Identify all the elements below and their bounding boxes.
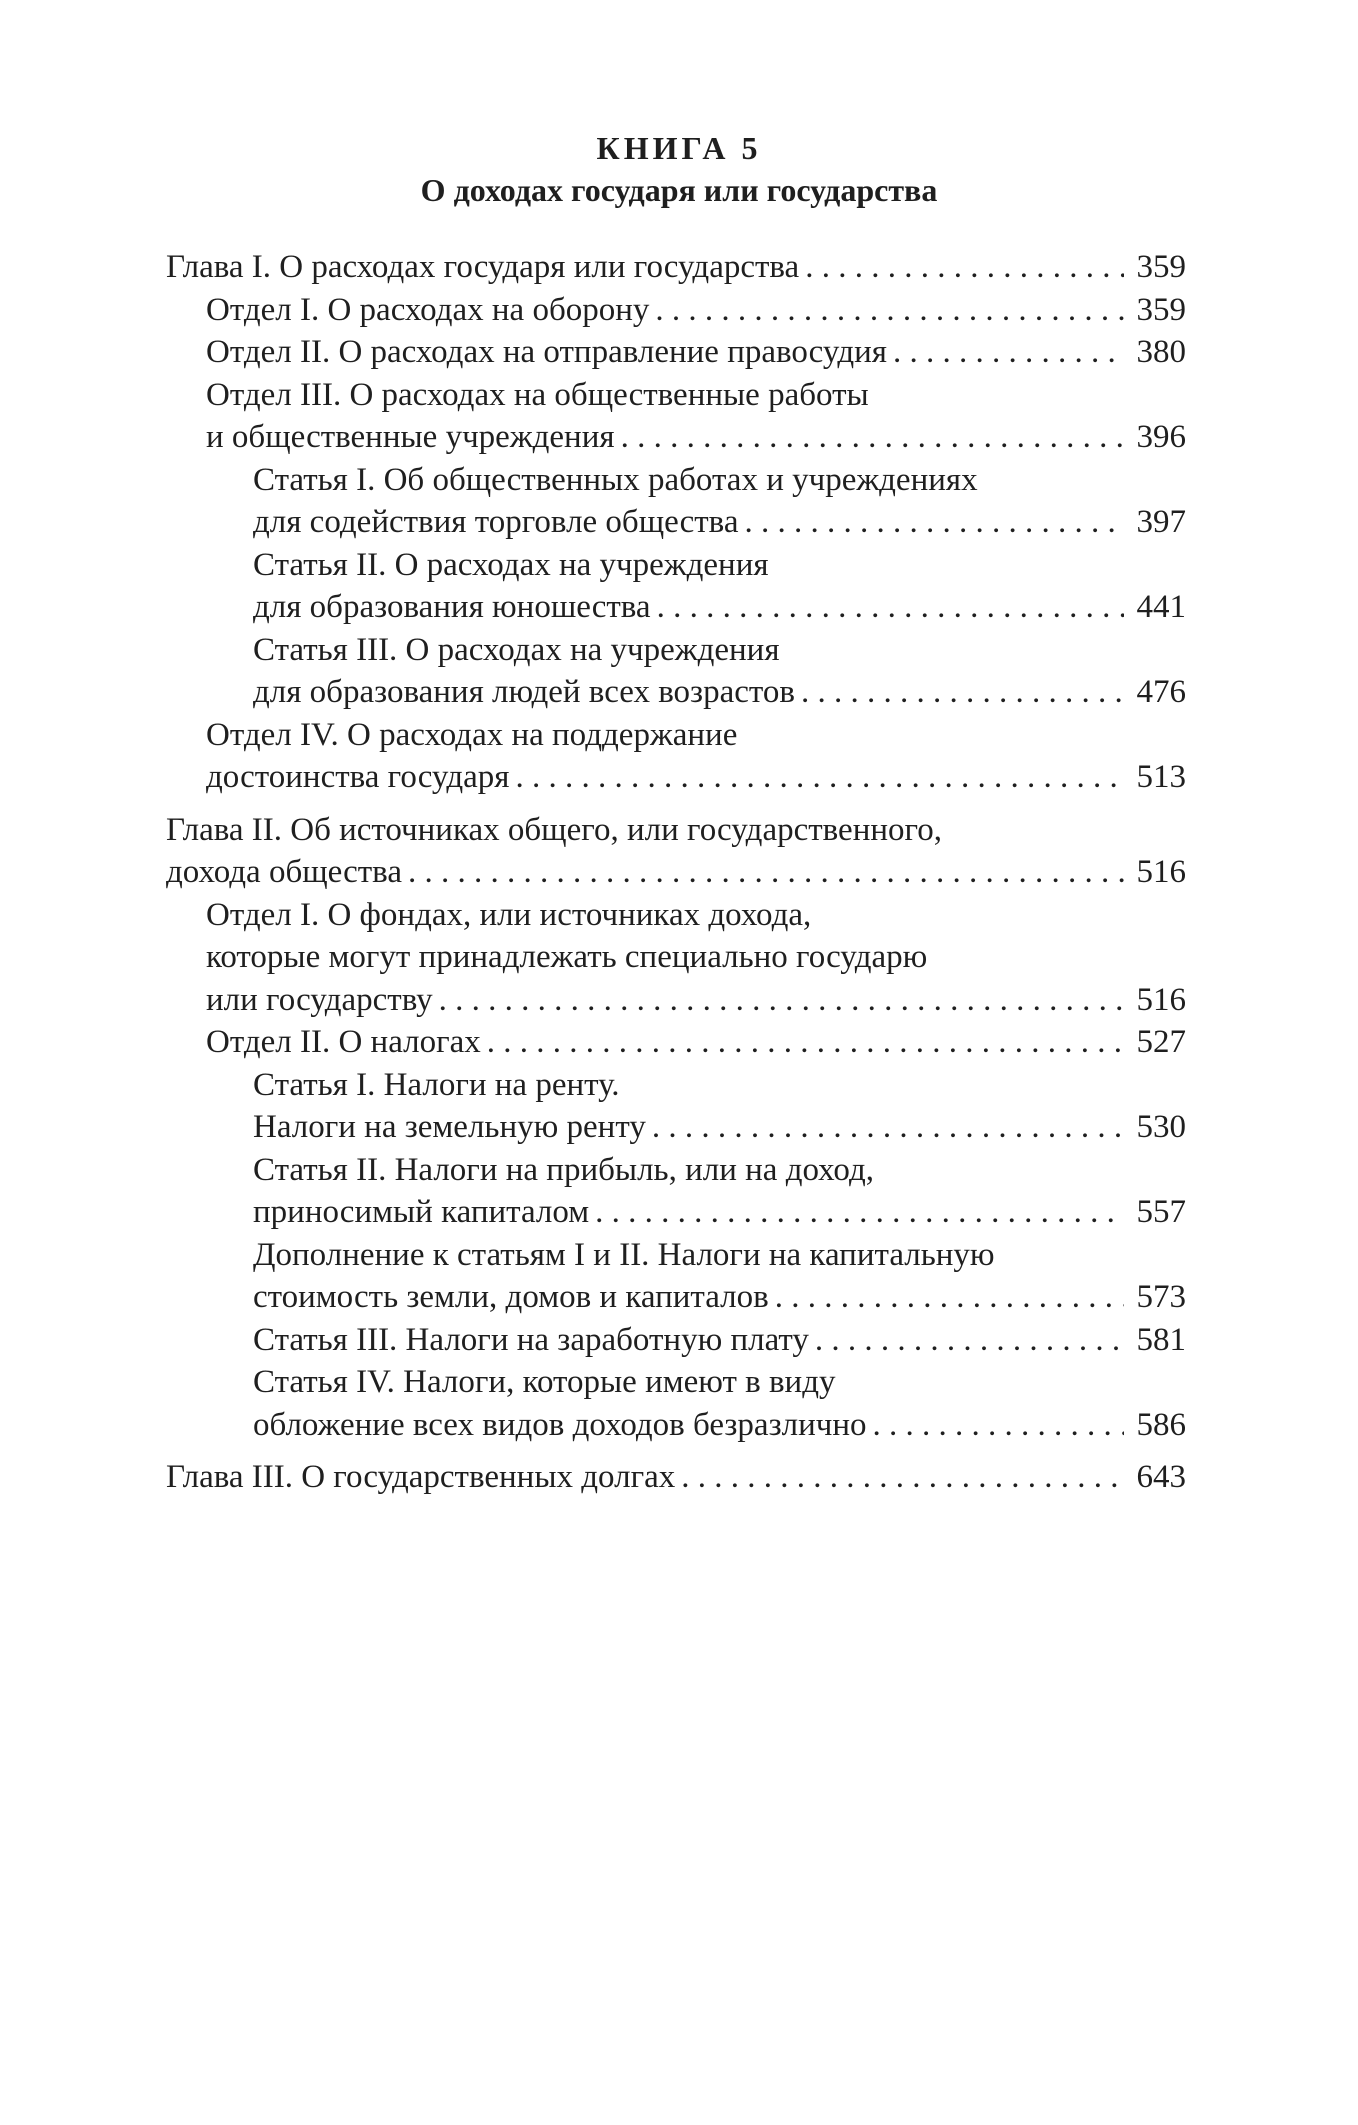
dot-leader: [775, 1276, 1124, 1319]
toc-entry-text: для образования юношества: [253, 589, 651, 625]
toc-page-number: 359: [1136, 249, 1186, 285]
toc-entry-last-line: [253, 1191, 1186, 1234]
toc-page-number: 397: [1136, 504, 1186, 540]
toc-entry: [166, 289, 1186, 332]
toc-entry-text: Статья II. О расходах на учреждения: [253, 546, 769, 583]
toc-entry-text: Статья IV. Налоги, которые имеют в виду: [253, 1364, 836, 1400]
toc-entry-text: которые могут принадлежать специально государю: [206, 939, 928, 975]
toc-entry-text: Отдел I. О расходах на оборону: [206, 291, 650, 328]
toc-entry-text: Статья III. Налоги на заработную плату: [253, 1321, 809, 1358]
dot-leader: [652, 1106, 1124, 1149]
toc-page-number: 476: [1136, 674, 1186, 710]
toc-entry: [166, 1064, 1186, 1149]
toc-entry: [166, 1149, 1186, 1234]
book-heading: КНИГА 5: [596, 130, 762, 166]
toc-page-number: 527: [1136, 1024, 1186, 1060]
toc-entry-text: достоинства государя: [206, 759, 510, 795]
toc-entry-text: Дополнение к статьям I и II. Налоги на капитальную: [253, 1236, 995, 1273]
toc-entry-text: приносимый капиталом: [253, 1194, 590, 1230]
toc-entry-text: Глава III. О государственных долгах: [166, 1459, 676, 1495]
toc-page-number: 581: [1136, 1321, 1186, 1358]
toc-entry-last-line: [206, 289, 1186, 332]
toc-entry: [166, 629, 1186, 714]
dot-leader: [893, 331, 1124, 374]
toc-entry-text: Отдел IV. О расходах на поддержание: [206, 716, 738, 753]
toc-entry-text: стоимость земли, домов и капиталов: [253, 1279, 769, 1315]
toc-entry-text: Отдел II. О расходах на отправление правосудия: [206, 334, 887, 370]
toc-entry-last-line: [206, 979, 1186, 1022]
toc-entry: [166, 459, 1186, 544]
toc-entry-last-line: [206, 331, 1186, 374]
toc-entry-text: Налоги на земельную ренту: [253, 1109, 646, 1145]
toc-entry-last-line: [253, 1276, 1186, 1319]
toc-entry-last-line: [166, 1456, 1186, 1499]
toc-entry-text: Отдел II. О налогах: [206, 1024, 481, 1060]
toc-entry-last-line: [206, 1021, 1186, 1064]
toc-page-number: 516: [1136, 981, 1186, 1018]
dot-leader: [621, 416, 1124, 459]
table-of-contents: [166, 246, 1186, 1499]
toc-entry: [166, 1456, 1186, 1499]
toc-entry: [166, 246, 1186, 289]
toc-page-number: 586: [1136, 1406, 1186, 1443]
toc-page-number: 359: [1136, 291, 1186, 328]
toc-entry-last-line: [253, 1404, 1186, 1447]
dot-leader: [801, 671, 1124, 714]
toc-entry: [166, 1021, 1186, 1064]
toc-entry: [166, 894, 1186, 1022]
toc-entry-last-line: [206, 756, 1186, 799]
dot-leader: [805, 246, 1124, 289]
toc-page-number: 643: [1136, 1459, 1186, 1495]
toc-entry-text: для содействия торговле общества: [253, 504, 739, 540]
dot-leader: [408, 851, 1124, 894]
toc-entry-last-line: [253, 1319, 1186, 1362]
book-title: О доходах государя или государства: [420, 172, 938, 208]
toc-entry: [166, 809, 1186, 894]
dot-leader: [439, 979, 1124, 1022]
toc-entry: [166, 1319, 1186, 1362]
toc-entry-text: Статья III. О расходах на учреждения: [253, 631, 780, 668]
dot-leader: [873, 1404, 1125, 1447]
toc-entry: [166, 714, 1186, 799]
dot-leader: [681, 1456, 1124, 1499]
toc-entry-last-line: [166, 246, 1186, 289]
toc-entry-last-line: [253, 671, 1186, 714]
toc-entry-text: Отдел III. О расходах на общественные работы: [206, 376, 869, 413]
toc-entry-last-line: [253, 586, 1186, 629]
dot-leader: [657, 586, 1124, 629]
toc-entry-text: Глава II. Об источниках общего, или государственного,: [166, 811, 942, 848]
dot-leader: [515, 756, 1124, 799]
toc-entry-text: дохода общества: [166, 854, 402, 890]
toc-page-number: 557: [1136, 1194, 1186, 1230]
toc-entry-text: или государству: [206, 981, 433, 1018]
toc-entry-text: Отдел I. О фондах, или источниках дохода,: [206, 896, 812, 933]
toc-entry: [166, 331, 1186, 374]
toc-entry: [166, 544, 1186, 629]
toc-entry-text: Глава I. О расходах государя или государства: [166, 249, 800, 285]
toc-entry-last-line: [206, 416, 1186, 459]
toc-entry-text: Статья I. Об общественных работах и учреждениях: [253, 461, 978, 498]
dot-leader: [487, 1021, 1124, 1064]
dot-leader: [595, 1191, 1124, 1234]
toc-page-number: 530: [1136, 1109, 1186, 1145]
toc-entry-text: и общественные учреждения: [206, 419, 615, 455]
toc-entry-text: Статья II. Налоги на прибыль, или на доход,: [253, 1151, 875, 1188]
toc-entry: [166, 1361, 1186, 1446]
toc-entry: [166, 1234, 1186, 1319]
toc-entry-last-line: [253, 501, 1186, 544]
toc-page-number: 513: [1136, 759, 1186, 795]
toc-entry-last-line: [253, 1106, 1186, 1149]
toc-page-number: 441: [1136, 589, 1186, 625]
dot-leader: [744, 501, 1124, 544]
toc-page-number: 573: [1136, 1279, 1186, 1315]
toc-entry-text: Статья I. Налоги на ренту.: [253, 1066, 620, 1103]
toc-entry-last-line: [166, 851, 1186, 894]
toc-entry: [166, 374, 1186, 459]
toc-entry-text: обложение всех видов доходов безразлично: [253, 1406, 867, 1443]
toc-page-number: 396: [1136, 419, 1186, 455]
toc-page-number: 516: [1136, 854, 1186, 890]
toc-page-number: 380: [1136, 334, 1186, 370]
dot-leader: [815, 1319, 1124, 1362]
dot-leader: [655, 289, 1124, 332]
toc-entry-text: для образования людей всех возрастов: [253, 674, 795, 710]
